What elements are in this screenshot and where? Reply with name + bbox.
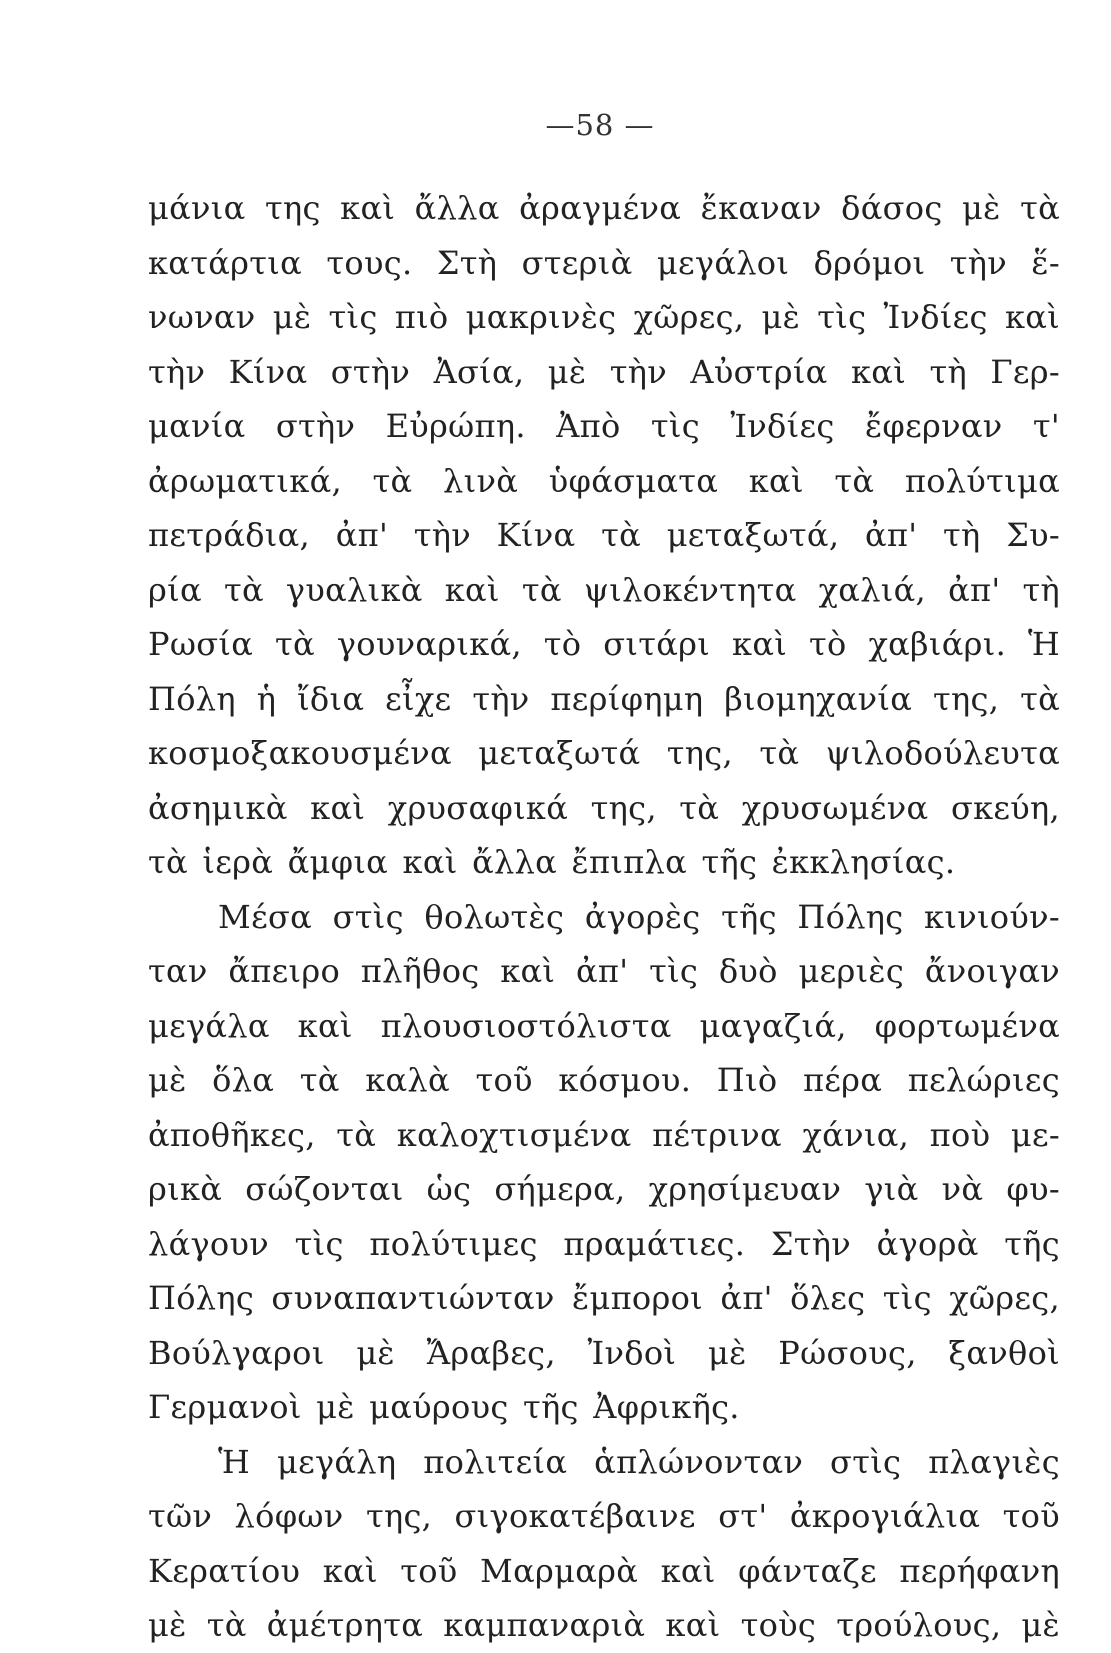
text-line: κατάρτια τους. Στὴ στεριὰ μεγάλοι δρόμοι τὴν ἕ- — [148, 243, 1060, 282]
body-text — [148, 181, 1060, 1653]
text-line: μάνια της καὶ ἄλλα ἀραγμένα ἔκαναν δάσος μὲ τὰ — [148, 189, 1060, 227]
text-line: Πόλης συναπαντιώνταν ἔμποροι ἀπ' ὅλες τὶς χῶρες, — [148, 1279, 1060, 1317]
text-line: ἀποθῆκες, τὰ καλοχτισμένα πέτρινα χάνια, ποὺ με- — [148, 1115, 1060, 1154]
text-line: πετράδια, ἀπ' τὴν Κίνα τὰ μεταξωτά, ἀπ' τὴ Συ- — [148, 516, 1060, 554]
paragraph-start-line: Ἡ μεγάλη πολιτεία ἁπλώνονταν στὶς πλαγιὲς — [218, 1442, 1060, 1481]
text-line: ταν ἄπειρο πλῆθος καὶ ἀπ' τὶς δυὸ μεριὲς ἄνοιγαν — [148, 952, 1060, 990]
text-line: Κερατίου καὶ τοῦ Μαρμαρὰ καὶ φάνταζε περήφανη — [148, 1551, 1060, 1590]
text-line: τὴν Κίνα στὴν Ἀσία, μὲ τὴν Αὐστρία καὶ τὴ Γερ- — [148, 352, 1060, 391]
text-line: ρικὰ σώζονται ὡς σήμερα, χρησίμευαν γιὰ νὰ φυ- — [148, 1170, 1060, 1208]
text-line: ἀσημικὰ καὶ χρυσαφικά της, τὰ χρυσωμένα σκεύη, — [148, 788, 1060, 827]
text-line: μὲ ὅλα τὰ καλὰ τοῦ κόσμου. Πιὸ πέρα πελώριες — [148, 1061, 1060, 1099]
text-line: μεγάλα καὶ πλουσιοστόλιστα μαγαζιά, φορτωμένα — [148, 1006, 1060, 1045]
paragraph-end-line: τὰ ἱερὰ ἄμφια καὶ ἄλλα ἔπιπλα τῆς ἐκκλησίας. — [148, 843, 956, 881]
paragraph-end-line: Γερμανοὶ μὲ μαύρους τῆς Ἀφρικῆς. — [148, 1388, 740, 1426]
text-line: ρία τὰ γυαλικὰ καὶ τὰ ψιλοκέντητα χαλιά, ἀπ' τὴ — [148, 570, 1060, 609]
text-line: ἀρωματικά, τὰ λινὰ ὑφάσματα καὶ τὰ πολύτιμα — [148, 461, 1060, 500]
text-line: κοσμοξακουσμένα μεταξωτά της, τὰ ψιλοδούλευτα — [148, 734, 1060, 772]
text-line: Βούλγαροι μὲ Ἄραβες, Ἰνδοὶ μὲ Ρώσους, ξανθοὶ — [148, 1333, 1060, 1372]
text-line: λάγουν τὶς πολύτιμες πραμάτιες. Στὴν ἀγορὰ τῆς — [148, 1224, 1060, 1263]
text-line: Πόλη ἡ ἴδια εἶχε τὴν περίφημη βιομηχανία της, τὰ — [148, 679, 1060, 718]
text-line: νωναν μὲ τὶς πιὸ μακρινὲς χῶρες, μὲ τὶς Ἰνδίες καὶ — [148, 298, 1060, 336]
page-number: —58 — — [545, 108, 655, 142]
paragraph-start-line: Μέσα στὶς θολωτὲς ἀγορὲς τῆς Πόλης κινιούν- — [218, 897, 1060, 936]
text-line: Ρωσία τὰ γουναρικά, τὸ σιτάρι καὶ τὸ χαβιάρι. Ἡ — [148, 625, 1060, 663]
text-line: μανία στὴν Εὐρώπη. Ἀπὸ τὶς Ἰνδίες ἔφερναν τ' — [148, 407, 1060, 445]
text-line: τῶν λόφων της, σιγοκατέβαινε στ' ἀκρογιάλια τοῦ — [148, 1497, 1060, 1535]
text-line: μὲ τὰ ἀμέτρητα καμπαναριὰ καὶ τοὺς τρούλους, μὲ — [148, 1606, 1060, 1644]
